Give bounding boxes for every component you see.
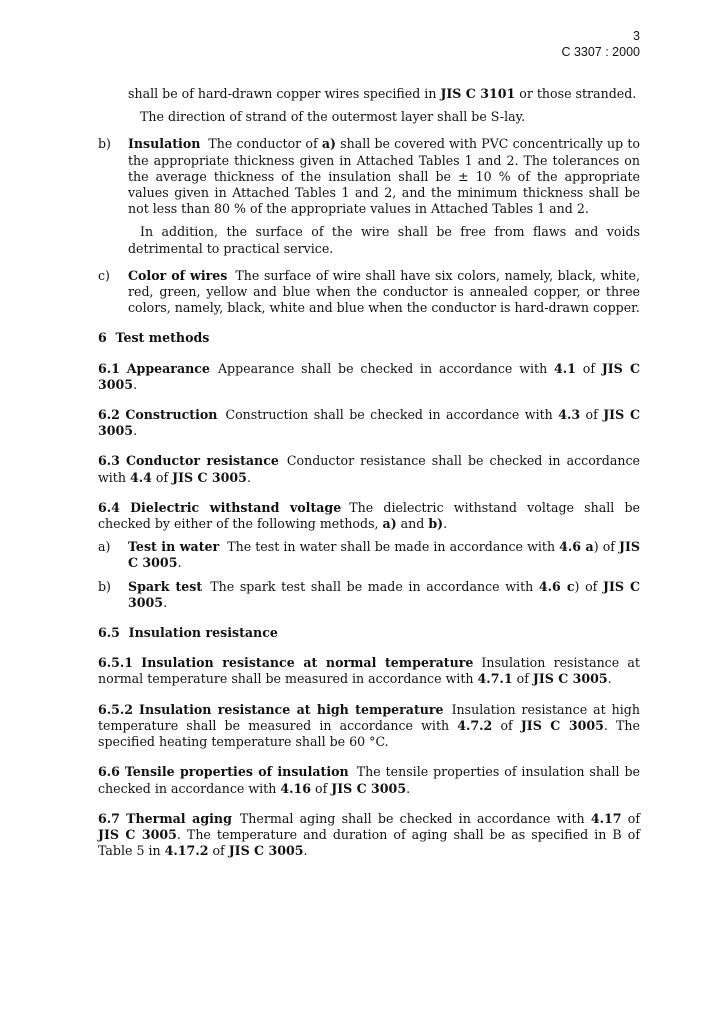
reference: 4.3	[558, 407, 581, 423]
text-run: .	[133, 376, 138, 392]
section-6-6	[98, 764, 640, 796]
text-run: . The specified heating temperature shall be 60 °C.	[98, 717, 640, 750]
text-run: Construction shall be checked in accordance with	[225, 407, 559, 423]
text-run: of	[492, 717, 521, 733]
reference: 4.1	[554, 360, 576, 376]
list-item-spark-test	[98, 579, 640, 611]
section-title: Dielectric withstand voltage	[130, 499, 342, 515]
text-run: The spark test shall be made in accordance with	[210, 578, 539, 594]
text-run: shall be of hard-drawn copper wires specified in	[128, 86, 441, 101]
section-6-4	[98, 500, 640, 532]
reference: JIS C 3101	[440, 86, 516, 101]
text-run: Appearance shall be checked in accordance with	[217, 360, 555, 376]
text-run: Insulation resistance at normal temperature shall be measured in accordance with	[98, 655, 640, 687]
item-label: a)	[98, 539, 111, 555]
text-run: The surface of wire shall have six colors, namely, black, white, red, green, yellow and blue when the conductor is annealed copper, or three colors, namely, black, white and blue when the conductor is hard-drawn copper.	[128, 267, 640, 316]
reference: 4.7.1	[477, 671, 513, 687]
document-body	[98, 86, 640, 859]
text-run: of	[621, 810, 641, 826]
text-run: .	[246, 469, 251, 485]
section-title: Insulation resistance at high temperature	[139, 701, 444, 717]
text-run: of	[575, 360, 602, 376]
text-run: The dielectric withstand voltage shall be checked by either of the following methods,	[98, 499, 640, 532]
section-title: Conductor resistance	[125, 453, 279, 469]
section-number: 6.5.1	[98, 655, 134, 671]
reference: JIS C 3005	[228, 843, 304, 859]
reference: 4.6 c	[538, 578, 575, 594]
insulation-paragraph	[128, 136, 640, 217]
text-run: Thermal aging shall be checked in accordance with	[239, 810, 591, 826]
section-title: Tensile properties of insulation	[124, 764, 349, 780]
document-id: C 3307 : 2000	[561, 45, 640, 59]
section-title: Insulation resistance at normal temperature	[141, 655, 474, 671]
text-run: .	[443, 516, 448, 532]
text-run: of	[151, 469, 173, 485]
section-number: 6.7	[98, 810, 120, 826]
section-number: 6.1	[98, 360, 120, 376]
section-number: 6.3	[98, 453, 120, 469]
item-label: b)	[98, 578, 111, 594]
text-run: shall be covered with PVC concentrically up to the appropriate thickness given in Attached Tables 1 and 2. The tolerances on the average thickness of the insulation shall be ± 10 % of the appropriate values given in Attached Tables 1 and 2, and the minimum thickness shall be not less than 80 % of the appropriate values in Attached Tables 1 and 2.	[128, 136, 640, 217]
section-title: Appearance	[126, 360, 210, 376]
test-in-water-paragraph	[128, 539, 640, 571]
reference: 4.6 a	[559, 539, 594, 555]
item-title: Color of wires	[128, 267, 228, 283]
list-item-color-of-wires	[98, 268, 640, 317]
reference: JIS C 3005	[128, 578, 641, 610]
text-run: ) of	[593, 539, 620, 555]
reference: 4.17	[590, 810, 622, 826]
reference: 4.4	[129, 469, 152, 485]
section-6-5-2	[98, 702, 640, 751]
page-header	[561, 28, 640, 60]
text-run: and	[396, 516, 429, 532]
reference: JIS C 3005	[98, 407, 640, 439]
item-label: c)	[98, 267, 110, 283]
text-run: Insulation resistance at high temperature shall be measured in accordance with	[98, 701, 640, 733]
text-run: Conductor resistance shall be checked in accordance with	[98, 453, 640, 485]
section-heading-insulation-resistance: 6.5 Insulation resistance	[98, 625, 278, 641]
section-6-5-1	[98, 655, 640, 687]
reference: 4.7.2	[457, 717, 493, 733]
section-number: 6.6	[98, 764, 120, 780]
item-label: b)	[98, 136, 111, 152]
reference: JIS C 3005	[98, 826, 177, 842]
reference: JIS C 3005	[532, 671, 608, 687]
section-6-3	[98, 453, 640, 485]
text-run: of	[311, 780, 332, 796]
page-number: 3	[633, 29, 640, 43]
text-run: .	[607, 671, 612, 687]
reference: b)	[428, 516, 444, 532]
item-title: Spark test	[128, 578, 203, 594]
text-run: .	[303, 843, 308, 859]
section-6-2	[98, 407, 640, 439]
text-run: of	[208, 843, 229, 859]
text-run: or those stranded.	[515, 86, 637, 101]
text-run: .	[177, 555, 182, 571]
paragraph-strand-direction: The direction of strand of the outermost layer shall be S-lay.	[140, 109, 526, 125]
text-run: .	[406, 780, 411, 796]
list-item-insulation	[98, 136, 640, 256]
text-run: . The temperature and duration of aging shall be as specified in B of Table 5 in	[98, 826, 640, 859]
reference: JIS C 3005	[172, 469, 247, 485]
reference: JIS C 3005	[98, 360, 640, 392]
paragraph-conductor-continued	[98, 86, 640, 102]
text-run: ) of	[574, 578, 603, 594]
list-item-test-in-water	[98, 539, 640, 571]
section-6-7	[98, 811, 640, 860]
section-number: 6.4	[98, 499, 120, 515]
color-paragraph	[128, 268, 640, 317]
text-run: of	[512, 671, 533, 687]
text-run: The conductor of	[208, 136, 322, 152]
text-run: The test in water shall be made in accordance with	[227, 539, 560, 555]
text-run: .	[163, 594, 168, 610]
section-number: 6.5.2	[98, 701, 134, 717]
text-run: .	[133, 423, 138, 439]
reference: JIS C 3005	[128, 539, 640, 571]
item-title: Insulation	[128, 136, 201, 152]
section-6-1	[98, 361, 640, 393]
text-run: The tensile properties of insulation shall be checked in accordance with	[98, 764, 640, 796]
section-number: 6.2	[98, 407, 120, 423]
reference: 4.16	[280, 780, 312, 796]
spark-test-paragraph	[128, 579, 640, 611]
section-heading-test-methods: 6 Test methods	[98, 330, 210, 346]
reference: JIS C 3005	[331, 780, 407, 796]
reference: a)	[321, 136, 336, 152]
reference: 4.17.2	[164, 843, 209, 859]
section-title: Thermal aging	[126, 810, 232, 826]
reference: a)	[382, 516, 397, 532]
reference: JIS C 3005	[520, 717, 604, 733]
item-title: Test in water	[128, 539, 220, 555]
section-title: Construction	[125, 407, 218, 423]
insulation-surface-paragraph: In addition, the surface of the wire shall be free from flaws and voids detrimental to practical service.	[128, 224, 640, 256]
text-run: of	[580, 407, 604, 423]
